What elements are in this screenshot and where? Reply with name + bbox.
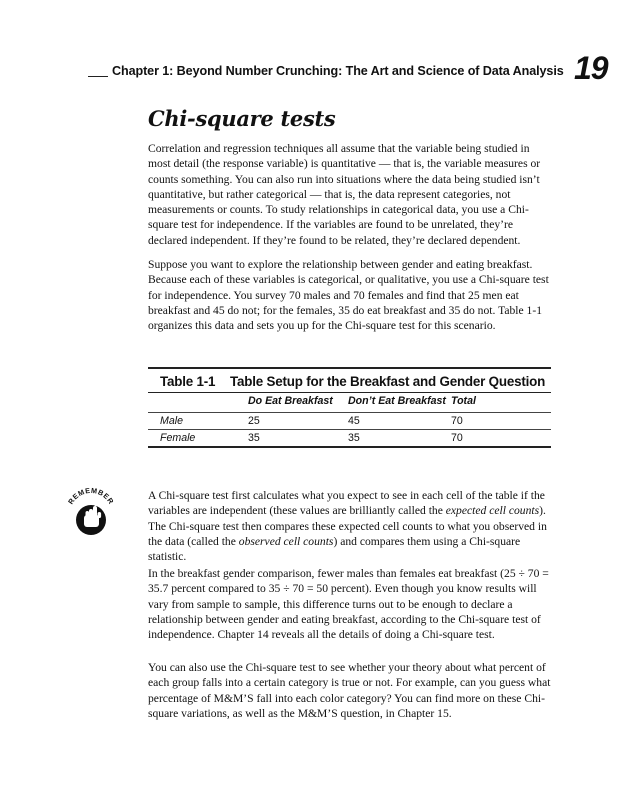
paragraph-chi-square-intro: Correlation and regression techniques all assume that the variable being studied in most detail (the response variable) is quantitative — that is, the variable measures or counts something. You can also run into situations where the data being studied isn’t quantitative, but rather categorical — that is, the data represent categories, not measurements or counts. To study relationships in categorical data, you use a Chi-square test for independence. If the variables are found to be unrelated, they’re declared independent. If they’re found to be related, they’re declared dependent. (148, 142, 541, 247)
remember-icon-label: REMEMBER (66, 485, 116, 506)
table-cell: Female (160, 432, 196, 444)
table-cell: 35 (248, 432, 260, 444)
running-header (88, 62, 564, 82)
text-run: A Chi-square test first calculates what you expect to see in each cell of the table if the variables are independent (these values are brilliantly called the (148, 489, 545, 518)
table-1-1 (148, 367, 551, 448)
table-row (148, 412, 551, 429)
table-cell: 70 (451, 432, 463, 444)
text-run: ) and compares them using a Chi-square statistic. (148, 534, 521, 564)
table-header-cell: Don’t Eat Breakfast (348, 395, 446, 407)
table-header-cell (148, 395, 248, 408)
paragraph-chi-square-variations: You can also use the Chi-square test to see whether your theory about what percent of each group falls into a certain category is true or not. For example, can you guess what percentage of M&M’S fall into each color category? You can find more on these Chi-square variations, as well as the M&M’S question, in Chapter 15. (148, 661, 551, 720)
table-cell: 70 (451, 415, 463, 427)
section-title: Chi-square tests (148, 106, 336, 131)
table-bottom-rule (148, 446, 551, 448)
header-rule (88, 76, 108, 77)
table-title: Table Setup for the Breakfast and Gender Question (230, 374, 546, 389)
paragraph-breakfast-example: Suppose you want to explore the relationship between gender and eating breakfast. Because each of these variables is categorical, or qualitative, you use a Chi-square test for independence. You survey 70 males and 70 females and find that 25 men eat breakfast and 45 do not; for the females, 35 do eat breakfast and 35 do not. Table 1-1 organizes this data and sets you up for the Chi-square test for this scenario. (148, 258, 549, 333)
term-expected-cell-counts: expected cell counts (445, 504, 540, 518)
table-row (148, 429, 551, 446)
remember-icon (62, 484, 120, 542)
table-cell: 45 (348, 415, 360, 427)
paragraph-breakfast-comparison: In the breakfast gender comparison, fewer males than females eat breakfast (25 ÷ 70 = 35.7 percent compared to 35 ÷ 70 = 50 percent). Even though you know results will vary from sample to sample, this difference turns out to be enough to declare a relationship between gender and eating breakfast, according to the Chi-square test of independence. Chapter 14 reveals all the details of doing a Chi-square test. (148, 567, 549, 642)
text-run: ). The Chi-square test then compares these expected cell counts to what you observed in the data (called the (148, 504, 547, 548)
table-cell: 25 (248, 415, 260, 427)
term-observed-cell-counts: observed cell counts (238, 534, 334, 548)
paragraph-chi-square-calculation (148, 488, 552, 564)
table-cell: 35 (348, 432, 360, 444)
table-cell: Male (160, 415, 183, 427)
table-header-cell: Do Eat Breakfast (248, 395, 333, 407)
chapter-title: Chapter 1: Beyond Number Crunching: The Art and Science of Data Analysis (112, 64, 564, 78)
table-header-cell: Total (451, 395, 476, 407)
table-header-row (148, 393, 551, 412)
svg-text:REMEMBER (66, 486, 116, 506)
table-number: Table 1-1 (160, 374, 216, 389)
table-caption (148, 369, 551, 392)
page-number: 19 (574, 50, 608, 86)
